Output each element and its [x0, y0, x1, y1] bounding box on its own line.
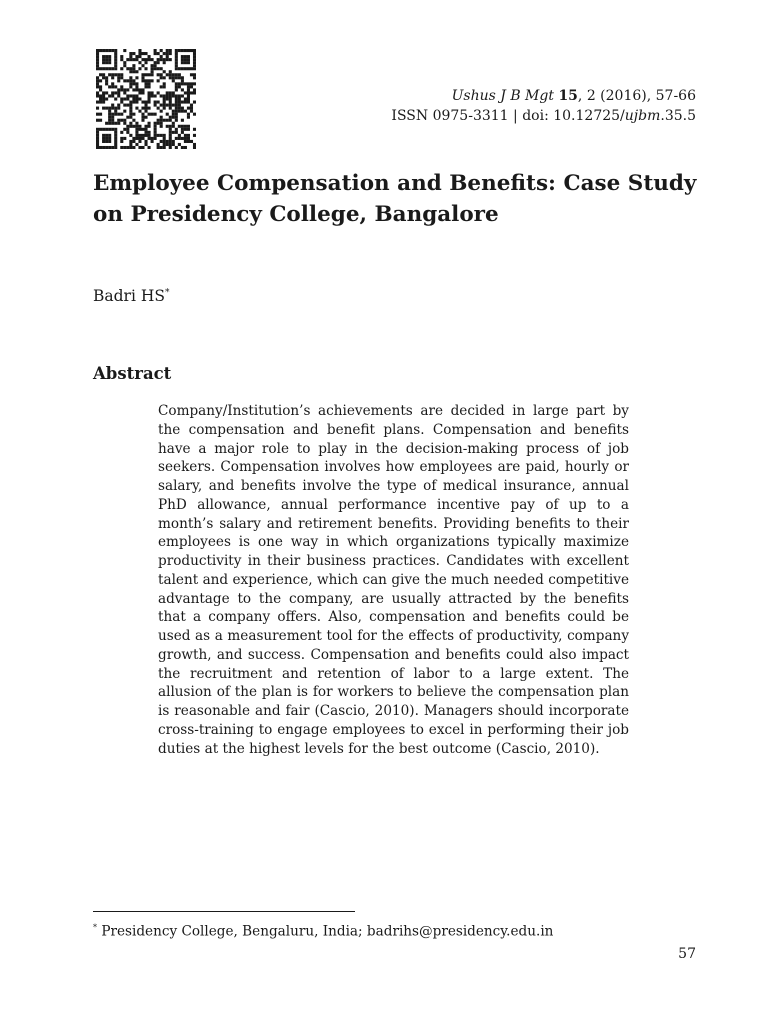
journal-abbrev: Ushus J B Mgt	[451, 88, 554, 104]
footnote	[93, 918, 553, 942]
journal-volume: 15	[558, 88, 578, 104]
separator: |	[513, 108, 518, 124]
journal-citation	[391, 86, 696, 126]
paper-title: Employee Compensation and Benefits: Case Study on Presidency College, Bangalore	[93, 171, 697, 227]
footnote-marker: *	[93, 923, 97, 932]
author-name: Badri HS	[93, 287, 165, 305]
author-line	[93, 287, 169, 305]
issn: ISSN 0975-3311	[391, 108, 509, 124]
journal-issue-year-pages: , 2 (2016), 57-66	[577, 88, 696, 104]
page-number: 57	[678, 946, 696, 962]
doi-journal: ujbm	[624, 108, 661, 124]
journal-reference-line	[391, 86, 696, 106]
author-footnote-marker: *	[164, 287, 170, 298]
doi-suffix: .35.5	[660, 108, 696, 124]
abstract-heading: Abstract	[93, 364, 172, 383]
qr-code-icon	[96, 49, 196, 149]
abstract-body: Company/Institution’s achievements are decided in large part by the compensation and benefit plans. Compensation and benefits have a major role to play in the decision-making process of job seekers. Compensation involves how employees are paid, hourly or salary, and benefits involve the type of medical insurance, annual PhD allowance, annual performance incentive pay of up to a month’s salary and retirement benefits. Providing benefits to their employees is one way in which organizations typically maximize productivity in their business practices. Candidates with excellent talent and experience, which can give the much needed competitive advantage to the company, are usually attracted by the benefits that a company offers. Also, compensation and benefits could be used as a measurement tool for the effects of productivity, company growth, and success. Compensation and benefits could also impact the recruitment and retention of labor to a large extent. The allusion of the plan is for workers to believe the compensation plan is reasonable and fair (Cascio, 2010). Managers should incorporate cross-training to engage employees to excel in performing their job duties at the highest levels for the best outcome (Cascio, 2010).	[158, 403, 629, 757]
footnote-divider	[93, 911, 355, 912]
footnote-text: Presidency College, Bengaluru, India; badrihs@presidency.edu.in	[97, 923, 554, 940]
journal-identifier-line	[391, 106, 696, 126]
doi-prefix: doi: 10.12725/	[522, 108, 625, 124]
